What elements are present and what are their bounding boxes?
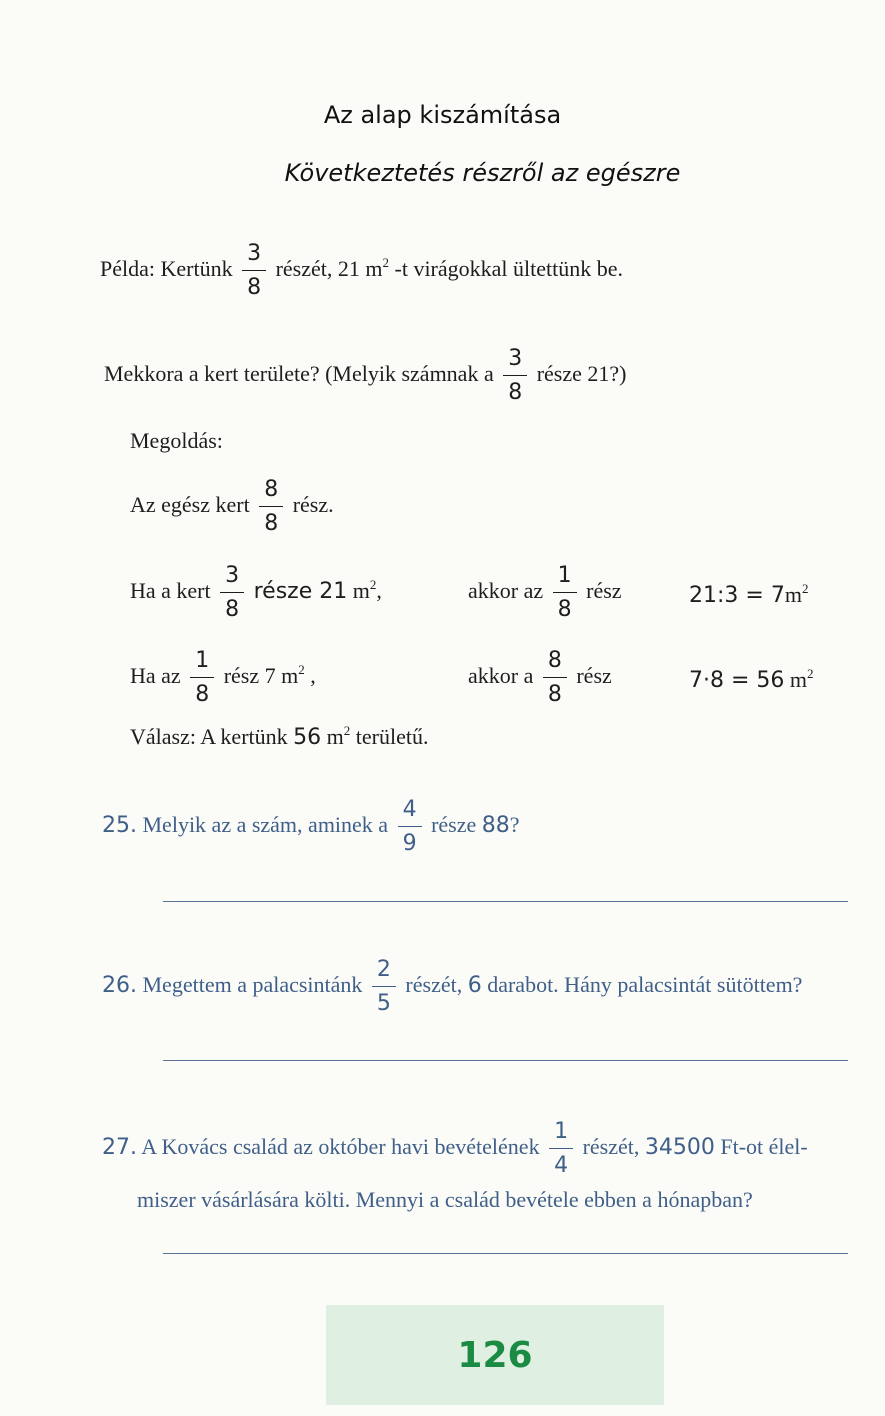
whole-line	[130, 475, 334, 539]
exercise-text: Megettem a palacsintánk	[137, 972, 363, 998]
question-line	[104, 344, 627, 408]
exercise-number: 25.	[102, 813, 137, 839]
row1-consequence	[468, 561, 622, 625]
exercise-27-line2: miszer vásárlására költi. Mennyi a család bevétele ebben a hónapban?	[137, 1187, 753, 1212]
calc-unit: m	[784, 667, 808, 692]
exercise-fraction	[548, 1117, 574, 1181]
fraction-denominator: 8	[547, 682, 562, 707]
exercise-value: 34500	[644, 1135, 715, 1161]
fraction-denominator: 8	[195, 682, 210, 707]
exercise-26	[102, 955, 802, 1019]
question-text-end: része 21?)	[536, 361, 627, 387]
fraction-numerator: 8	[547, 648, 562, 673]
row2-text-end: rész	[576, 663, 612, 689]
fraction-numerator: 1	[195, 648, 210, 673]
row1-fraction-b	[552, 561, 578, 625]
fraction-numerator: 3	[508, 346, 523, 371]
exercise-fraction	[397, 795, 423, 859]
row2-value: rész 7	[223, 663, 276, 689]
fraction-denominator: 4	[554, 1153, 569, 1178]
exercise-text-end: darabot. Hány palacsintát sütöttem?	[481, 972, 803, 998]
fraction-numerator: 8	[264, 477, 279, 502]
row1-unit: m	[347, 578, 370, 604]
row2-punct: ,	[304, 663, 316, 689]
fraction-denominator: 8	[264, 511, 279, 536]
calc-expression: 7·8 = 56	[689, 668, 785, 693]
fraction-denominator: 8	[508, 380, 523, 405]
row1-value: része 21	[253, 579, 348, 605]
example-prefix: Példa: Kertünk	[100, 256, 233, 282]
row1-fraction	[219, 561, 245, 625]
question-fraction	[502, 344, 528, 408]
fraction-denominator: 9	[402, 831, 417, 856]
exercise-text: A Kovács család az október havi bevételének	[137, 1134, 540, 1160]
unit-exponent: 2	[369, 577, 377, 593]
page-footer	[326, 1305, 664, 1405]
question-text: Mekkora a kert területe? (Melyik számnak a	[104, 361, 494, 387]
answer-line-27[interactable]	[163, 1253, 848, 1254]
exercise-value: 88	[481, 813, 510, 839]
exercise-text: részét,	[405, 972, 468, 998]
answer-line	[130, 724, 428, 750]
fraction-numerator: 1	[557, 563, 572, 588]
row2-text: akkor a	[468, 663, 534, 689]
unit-exponent: 2	[801, 581, 809, 596]
unit-exponent: 2	[298, 662, 305, 678]
answer-line-25[interactable]	[163, 901, 848, 902]
fraction-denominator: 8	[247, 275, 262, 300]
example-text-end: -t virágokkal ültettünk be.	[389, 256, 623, 282]
calc-unit: m	[784, 582, 802, 607]
example-text: részét, 21 m	[275, 256, 383, 282]
solution-label: Megoldás:	[130, 428, 223, 453]
row1-text: akkor az	[468, 578, 544, 604]
unit-exponent: 2	[807, 666, 814, 681]
example-fraction	[241, 239, 267, 303]
row2-text: Ha az	[130, 663, 181, 689]
row1-condition	[130, 561, 382, 625]
row2-fraction-b	[542, 646, 568, 710]
exercise-number: 26.	[102, 973, 137, 999]
answer-line-26[interactable]	[163, 1060, 848, 1061]
whole-text: Az egész kert	[130, 492, 250, 518]
fraction-numerator: 2	[376, 957, 391, 982]
exercise-number: 27.	[102, 1135, 137, 1161]
exercise-25	[102, 795, 520, 859]
exercise-text: részét,	[582, 1134, 645, 1160]
whole-fraction	[258, 475, 284, 539]
unit-exponent: 2	[343, 723, 351, 738]
row1-text: Ha a kert	[130, 578, 211, 604]
row1-text-end: rész	[586, 578, 622, 604]
row1-calculation	[689, 582, 808, 608]
fraction-numerator: 3	[225, 563, 240, 588]
unit-exponent: 2	[382, 255, 389, 271]
fraction-numerator: 3	[247, 241, 262, 266]
page-title: Az alap kiszámítása	[323, 101, 562, 129]
exercise-text-end: ?	[509, 812, 520, 838]
fraction-numerator: 4	[402, 797, 417, 822]
fraction-numerator: 1	[554, 1119, 569, 1144]
exercise-fraction	[371, 955, 397, 1019]
exercise-text: része	[431, 812, 482, 838]
row2-calculation	[689, 667, 814, 693]
fraction-denominator: 8	[225, 597, 240, 622]
whole-text-end: rész.	[292, 492, 334, 518]
row2-condition	[130, 646, 316, 710]
answer-text-end: területű.	[350, 724, 429, 749]
answer-value: 56	[293, 725, 322, 750]
answer-unit: m	[321, 724, 344, 749]
row1-punct: ,	[376, 578, 382, 604]
exercise-text-end: Ft-ot élel-	[714, 1134, 808, 1160]
page-number: 126	[457, 1335, 533, 1376]
exercise-value: 6	[467, 973, 482, 999]
exercise-text: Melyik az a szám, aminek a	[137, 812, 389, 838]
page-subtitle: Következtetés részről az egészre	[284, 159, 681, 187]
calc-expression: 21:3 = 7	[689, 583, 785, 608]
answer-text: Válasz: A kertünk	[130, 724, 294, 749]
row2-fraction	[189, 646, 215, 710]
exercise-27	[102, 1117, 808, 1181]
example-line	[100, 239, 623, 303]
fraction-denominator: 5	[376, 991, 391, 1016]
row2-unit: m	[275, 663, 299, 689]
row2-consequence	[468, 646, 612, 710]
fraction-denominator: 8	[557, 597, 572, 622]
